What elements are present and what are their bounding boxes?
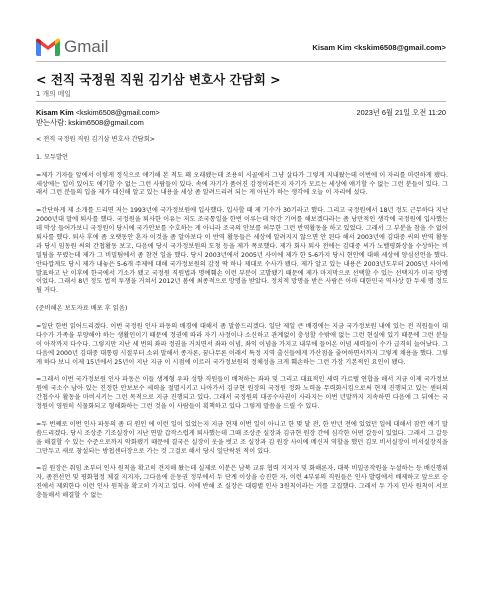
gmail-logo-icon (36, 38, 60, 56)
account-label (312, 43, 446, 52)
body-paragraph: =두 번째로 이번 인사 파동의 좀 더 원인 에 이런 일이 있었는지 지금 현재 이번 일이 아니고 한 몇 달 전, 한 반년 전에 있었던 일에 대해서 잠깐 얘기 말씀드리겠다. 당시 조상준 기조실장이 지난 연말 갑작스럽게 퇴사했는데 그때 조상준 실장과 김규현 원장 간에 심각한 어떤 갈등이 있었다. 그래서 그 갈등을 해결할 수 있는 수준으로까지 악화됐기 때문에 결국은 실장이 옷을 벗고 조 실장과 김 원장 사이에 메신저 역할을 했던 김모 비서실장이 비서실장직을 그만두고 새로 창설되는 방첩센터장으로 가는 것 그걸로 해서 당시 일단락된 적이 있다. (36, 420, 448, 455)
body-heading: < 전직 국정원 직원 김기삼 변호사 간담회> (36, 136, 155, 143)
account-email: <kskim6508@gmail.com> (353, 43, 446, 52)
gmail-wordmark: Gmail (64, 37, 109, 56)
body-paragraph: =그래서 이번 국가정보원 인사 파동은 이들 생계형 우파 성향 직원들이 배척하는 좌파 및 그리고 대표적인 세력 카르텔 연합을 해서 지금 이제 국가정보원에 국소수 남아 있는 진정한 안보보수 세력을 절멸시키고 나아가서 김규현 원장의 국정원 정화 노력을 무력화시킴으로써 현재 진행되고 있는 센터의 간첩수사 활동을 마비시키는 그런 목적으로 지금 진행되고 있다. 그래서 국정원의 대공수사권이 사라지는 이번 년말까지 지속하면 다음에 그 뒤에는 국정원이 영원히 식물화되고 형해화하는 그런 것을 이 사람들이 획책하고 있다 그렇게 말씀을 드릴 수 있다. (36, 376, 448, 411)
message-date: 2023년 6월 21일 오전 11:20 (356, 108, 446, 117)
body-paragraph: =일단 한번 읽어드리겠다. 이번 국정원 인사 파동의 배경에 대해서 좀 말씀드리겠다. 일단 제일 큰 배경에는 지금 국가정보원 내에 있는 전 직원들이 대다수가 가족을 부양해야 하는 생활인이기 때문에 정권에 따라 자기 사정이나 소신하고 관계없이 충성할 수밖에 없는 그런 현실에 있기 때문에 그런 분들이 아작까지 다수다. 그렇지만 지난 세 번의 좌파 정권을 거치면서 좌파 이념, 좌익 이념을 가지고 내부에 들어온 이념 세력들이 수가 급격히 늘어났다. 그 다음에 2000년 김대중 대통령 시절부터 소위 말해서 종자론, 꿈나무론 이래서 특정 지역 출신들에게 가산점을 줄여하면서까지 그렇게 채용을 했다. 그렇게 하다 보니 이제 15년에서 25년이 지난 지금 이 시점에 이르러 국가정보원의 정체성을 크게 훼손하는 그런 가장 기본적인 요인이 됐다. (36, 322, 448, 366)
body-paragraph: =김 원장은 취임 초부터 인사 원칙을 확고히 견지해 왔는데 실제로 이분은 남북 교류 협력 지지자 및 화해론자, 대북 비밀공작원을 누설하는 등 배신행위자, 좀전선언 및 평화협정 체결 지지자, 그다음에 운동권 정부에서 두 단계 이상을 승진한 자, 이런 4부류의 직원들은 인사 발령에서 배제하고 앞으로 승진에서 제외한다 이런 인사 원칙을 확고히 가지고 있다. 이에 반해 조 실장은 대령별 인사 3원칙이라는 거를 고집했다. 그래서 두 가지 인사 원칙이 서로 충돌해서 해결할 수 없는 (36, 465, 448, 500)
thread-subject: < 전직 국정원 직원 김기삼 변호사 간담회 > (36, 72, 281, 87)
sender-name: Kisam Kim (36, 108, 74, 117)
section-heading: 1. 모두발언 (36, 153, 69, 161)
message-recipient: 받는사람: kskim6508@gmail.com (36, 118, 144, 127)
body-paragraph: =제가 기자들 앞에서 이렇게 정식으로 얘기해 본 적도 꽤 오래됐는데 조용히 시골에서 그냥 살다가 그렇게 지내왔는데 이번에 이 자리를 마련하게 됐다. 세상에는 입이 있어도 얘기할 수 없는 그런 사람들이 있다. 속에 자기가 품어진 감정이라든지 자기가 모르는 세상에 얘기할 수 없는 그런 분들이 있다. 그래서 그런 분들의 입을 제가 대신해 알고 있는 내용을 세상 좀 알려드리려 되는 게 아닌가 하는 생각에 오늘 이 자리에 섰다. (36, 171, 448, 197)
body-paragraph: =간단하게 제 소개를 드리면 저는 1993년에 국가정보원에 입사했다. 입사할 때 제 기수가 30기라고 했다. 그리고 국정원에서 18년 정도 근무하다 지난 2000년대 말에 퇴사를 했다. 국정원을 퇴사한 이유는 저도 조국통일을 한번 이루는데 약간 기여를 해보겠다라는 좀 낭만적인 생각에 국정원에 입사했는데 막상 들어가보니 국정원이 당시에 국가안보를 수호하는 게 아니라 조국의 안보를 허무한 그런 반역활동을 하고 있었다. 그래서 그 부분을 참을 수 없어 퇴사를 했다. 퇴사 후에 좀 오랫동안 혼자 이것을 좀 알아보다 이 반역 활동들은 세상에 알려지지 않으면 안 된다 해서 2003년에 김대중 씨의 반역 활동과 당시 임동원 씨의 간첩활동 보고, 다음에 당시 국가정보원의 도청 등을 제가 폭로했다. 제가 회사 퇴사 전에는 김대중 씨가 노벨평화상을 수상하는 비밀팀을 꾸렸는데 제가 그 비밀팀에서 좀 참견 일을 했다. 당시 2003년에서 2005년 사이에 제가 한 5-6가지 당시 현안에 대해 세상에 양심선언을 했다. 안타깝게도 당시 제가 내놓은 5-6개 주제에 대해 국가정보원의 감정 딱 하나 제대로 수사가 됐다. 제가 알고 있는 내용은 2003년도부터 2005년 사이에 발표하고 난 이후에 한국에서 기소가 됐고 국정원 직원법과 명예훼손 이런 부분이 고발됐기 때문에 제가 마지막으로 선택할 수 있는 선택지가 미국 망명이었다. 그래서 8년 정도 법적 투쟁을 거쳐서 2012년 봄에 최종적으로 망명을 받았다. 정치적 망명을 받은 사람은 아마 대한민국 역사상 한 두세 명 정도 될 거다. (36, 207, 448, 295)
message-from (36, 108, 160, 117)
sender-email: <kskim6508@gmail.com> (75, 108, 160, 117)
body-note: (준비해온 보도자료 배포 후 읽음) (36, 305, 128, 313)
message-body (36, 136, 448, 510)
header-bar (0, 0, 480, 58)
header-divider (36, 61, 446, 62)
thread-divider (36, 101, 446, 102)
message-count: 1 개의 메일 (36, 90, 71, 98)
account-name: Kisam Kim (312, 43, 352, 52)
